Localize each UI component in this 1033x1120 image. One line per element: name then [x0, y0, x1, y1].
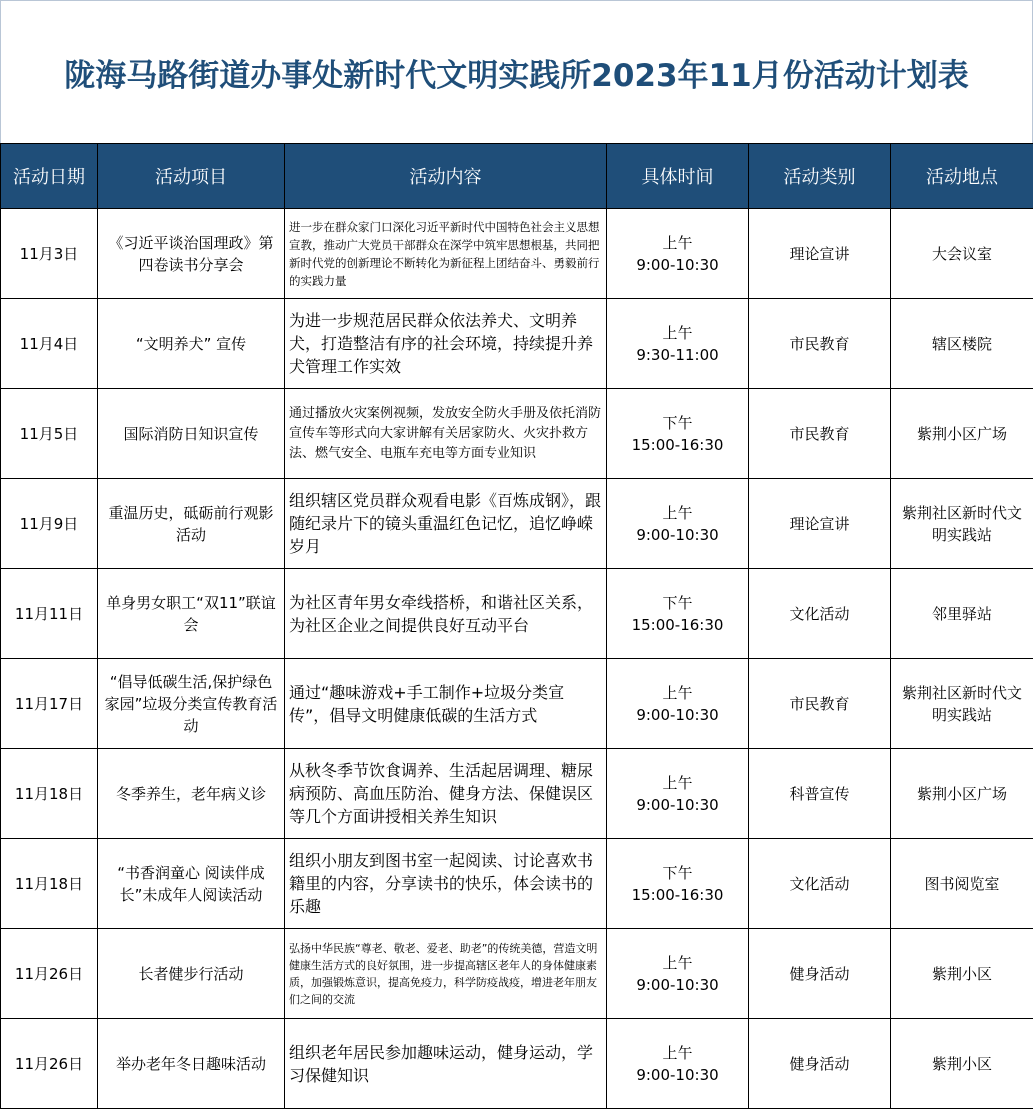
cell-date: 11月11日: [1, 569, 98, 659]
cell-content: 为社区青年男女牵线搭桥，和谐社区关系，为社区企业之间提供良好互动平台: [285, 569, 607, 659]
cell-project: 长者健步行活动: [98, 929, 285, 1019]
cell-date: 11月26日: [1, 929, 98, 1019]
cell-time: [607, 749, 749, 839]
cell-location: 紫荆社区新时代文明实践站: [891, 479, 1033, 569]
time-period: 下午: [662, 863, 693, 882]
cell-location: 大会议室: [891, 209, 1033, 299]
cell-project: “倡导低碳生活,保护绿色家园”垃圾分类宣传教育活动: [98, 659, 285, 749]
activity-table: [0, 143, 1033, 1109]
table-row: [1, 749, 1033, 839]
cell-project: 重温历史，砥砺前行观影活动: [98, 479, 285, 569]
time-period: 上午: [662, 503, 693, 522]
cell-time: [607, 569, 749, 659]
cell-time: [607, 479, 749, 569]
time-period: 上午: [662, 953, 693, 972]
time-period: 上午: [662, 233, 693, 252]
time-range: 15:00-16:30: [631, 435, 724, 454]
table-row: [1, 209, 1033, 299]
cell-date: 11月26日: [1, 1019, 98, 1109]
cell-category: 理论宣讲: [749, 209, 891, 299]
cell-project: “书香润童心 阅读伴成长”未成年人阅读活动: [98, 839, 285, 929]
header-time: 具体时间: [607, 144, 749, 209]
cell-location: 紫荆小区广场: [891, 749, 1033, 839]
cell-time: [607, 299, 749, 389]
cell-category: 健身活动: [749, 929, 891, 1019]
cell-time: [607, 659, 749, 749]
cell-content: 通过播放火灾案例视频，发放安全防火手册及依托消防宣传车等形式向大家讲解有关居家防火、火灾扑救方法、燃气安全、电瓶车充电等方面专业知识: [285, 389, 607, 479]
cell-category: 文化活动: [749, 839, 891, 929]
cell-category: 市民教育: [749, 299, 891, 389]
cell-location: 紫荆小区: [891, 1019, 1033, 1109]
cell-content: 通过“趣味游戏+手工制作+垃圾分类宣传”，倡导文明健康低碳的生活方式: [285, 659, 607, 749]
cell-time: [607, 839, 749, 929]
cell-project: 《习近平谈治国理政》第四卷读书分享会: [98, 209, 285, 299]
header-category: 活动类别: [749, 144, 891, 209]
header-location: 活动地点: [891, 144, 1033, 209]
time-range: 15:00-16:30: [631, 885, 724, 904]
cell-date: 11月4日: [1, 299, 98, 389]
time-range: 9:00-10:30: [636, 795, 719, 814]
table-header-row: [1, 144, 1033, 209]
header-date: 活动日期: [1, 144, 98, 209]
cell-category: 文化活动: [749, 569, 891, 659]
cell-category: 健身活动: [749, 1019, 891, 1109]
table-row: [1, 299, 1033, 389]
table-row: [1, 479, 1033, 569]
cell-location: 紫荆社区新时代文明实践站: [891, 659, 1033, 749]
cell-project: 冬季养生，老年病义诊: [98, 749, 285, 839]
table-row: [1, 929, 1033, 1019]
table-row: [1, 1019, 1033, 1109]
time-period: 下午: [662, 413, 693, 432]
cell-date: 11月3日: [1, 209, 98, 299]
cell-content: 组织小朋友到图书室一起阅读、讨论喜欢书籍里的内容，分享读书的快乐，体会读书的乐趣: [285, 839, 607, 929]
time-range: 15:00-16:30: [631, 615, 724, 634]
cell-category: 理论宣讲: [749, 479, 891, 569]
table-row: [1, 389, 1033, 479]
time-period: 上午: [662, 1043, 693, 1062]
cell-location: 邻里驿站: [891, 569, 1033, 659]
cell-date: 11月18日: [1, 749, 98, 839]
cell-category: 市民教育: [749, 659, 891, 749]
cell-content: 为进一步规范居民群众依法养犬、文明养犬，打造整洁有序的社会环境，持续提升养犬管理工作实效: [285, 299, 607, 389]
time-range: 9:00-10:30: [636, 705, 719, 724]
page-title: 陇海马路街道办事处新时代文明实践所2023年11月份活动计划表: [64, 57, 969, 94]
cell-time: [607, 929, 749, 1019]
time-period: 下午: [662, 593, 693, 612]
cell-project: 单身男女职工“双11”联谊会: [98, 569, 285, 659]
cell-location: 辖区楼院: [891, 299, 1033, 389]
cell-project: 举办老年冬日趣味活动: [98, 1019, 285, 1109]
time-range: 9:00-10:30: [636, 255, 719, 274]
table-row: [1, 839, 1033, 929]
cell-time: [607, 1019, 749, 1109]
cell-location: 紫荆小区广场: [891, 389, 1033, 479]
time-period: 上午: [662, 683, 693, 702]
cell-location: 图书阅览室: [891, 839, 1033, 929]
cell-project: “文明养犬” 宣传: [98, 299, 285, 389]
time-range: 9:00-10:30: [636, 975, 719, 994]
time-range: 9:00-10:30: [636, 525, 719, 544]
header-content: 活动内容: [285, 144, 607, 209]
time-range: 9:00-10:30: [636, 1065, 719, 1084]
cell-content: 组织辖区党员群众观看电影《百炼成钢》，跟随纪录片下的镜头重温红色记忆，追忆峥嵘岁月: [285, 479, 607, 569]
cell-time: [607, 389, 749, 479]
cell-project: 国际消防日知识宣传: [98, 389, 285, 479]
header-project: 活动项目: [98, 144, 285, 209]
cell-content: 从秋冬季节饮食调养、生活起居调理、糖尿病预防、高血压防治、健身方法、保健误区等几个方面讲授相关养生知识: [285, 749, 607, 839]
time-range: 9:30-11:00: [636, 345, 719, 364]
time-period: 上午: [662, 773, 693, 792]
title-banner: [0, 0, 1033, 143]
cell-content: 组织老年居民参加趣味运动，健身运动，学习保健知识: [285, 1019, 607, 1109]
cell-date: 11月18日: [1, 839, 98, 929]
cell-date: 11月17日: [1, 659, 98, 749]
table-row: [1, 569, 1033, 659]
cell-content: 弘扬中华民族“尊老、敬老、爱老、助老”的传统美德，营造文明健康生活方式的良好氛围，进一步提高辖区老年人的身体健康素质，加强锻炼意识，提高免疫力，科学防疫战疫，增进老年朋友们之间的交流: [285, 929, 607, 1019]
cell-date: 11月9日: [1, 479, 98, 569]
cell-date: 11月5日: [1, 389, 98, 479]
table-row: [1, 659, 1033, 749]
cell-content: 进一步在群众家门口深化习近平新时代中国特色社会主义思想宣教，推动广大党员干部群众在深学中筑牢思想根基，共同把新时代党的创新理论不断转化为新征程上团结奋斗、勇毅前行的实践力量: [285, 209, 607, 299]
cell-location: 紫荆小区: [891, 929, 1033, 1019]
time-period: 上午: [662, 323, 693, 342]
cell-category: 市民教育: [749, 389, 891, 479]
cell-time: [607, 209, 749, 299]
cell-category: 科普宣传: [749, 749, 891, 839]
